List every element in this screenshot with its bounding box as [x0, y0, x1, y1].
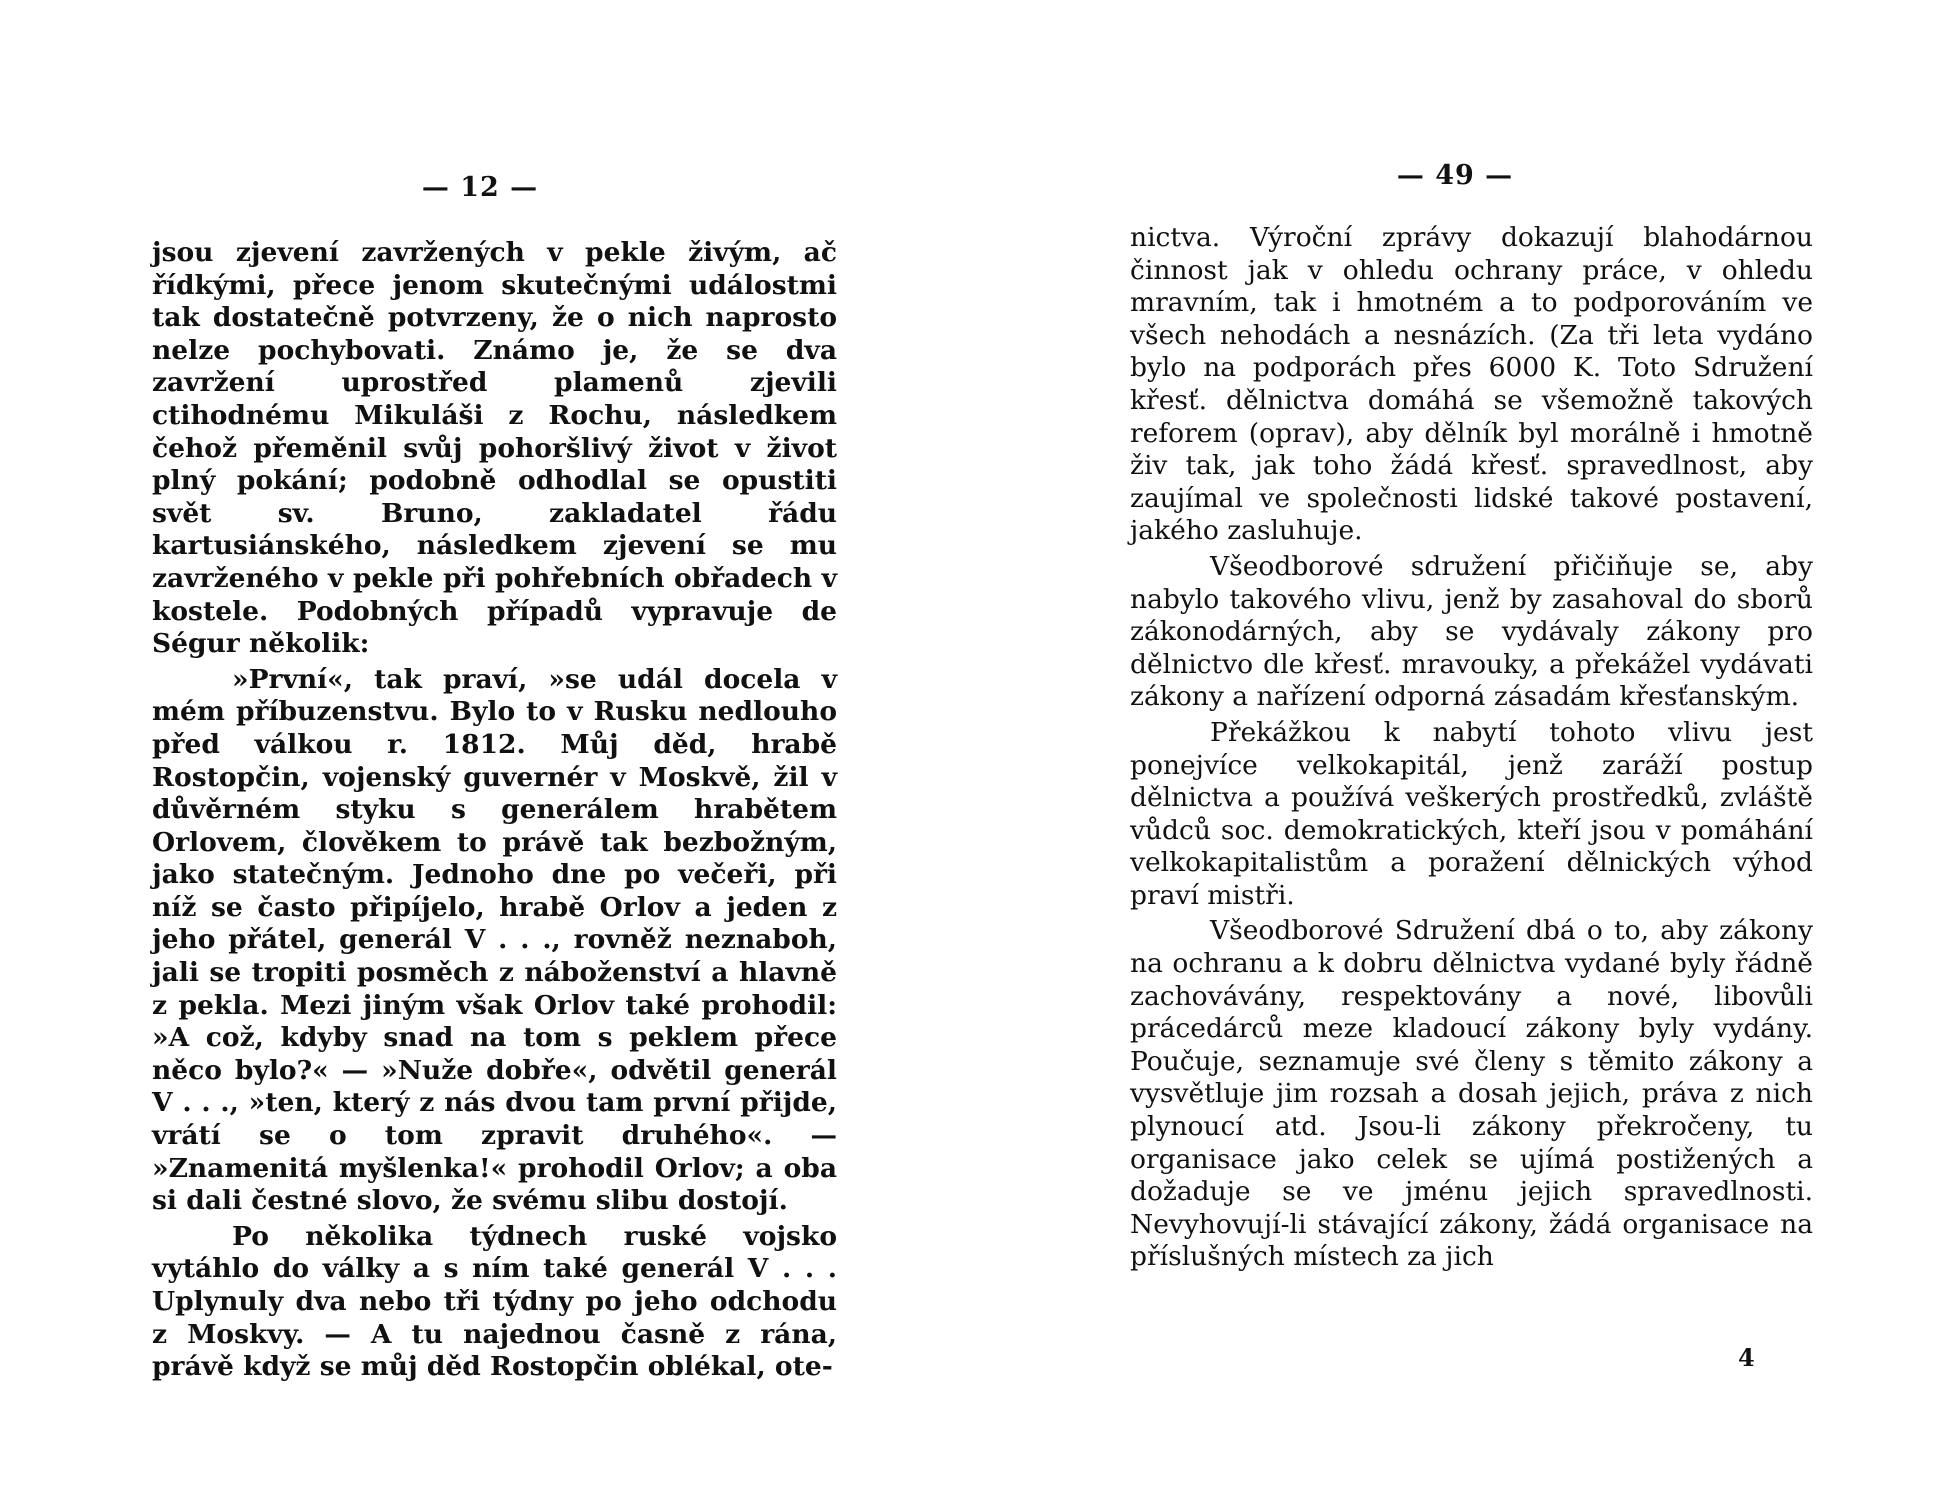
signature-mark: 4 — [1738, 1343, 1755, 1372]
left-page-number: — 12 — — [421, 172, 539, 203]
left-page-text — [152, 237, 837, 1384]
left-paragraph-3: Po několika týdnech ruské vojsko vytáhlo do války a s ním také generál V . . . Uplynuly dva nebo tři týdny po jeho odchodu z Moskvy. — A tu najednou časně z rána, právě když se můj děd Rostopčin oblékal, ote- — [152, 1220, 837, 1383]
right-page — [975, 0, 1950, 1500]
right-paragraph-4: Všeodborové Sdružení dbá o to, aby zákony na ochranu a k dobru dělnictva vydané byly řádně zachovávány, respektovány a nové, libovůli prácedárců meze kladoucí zákony byly vydány. Poučuje, seznamuje své členy s těmito zákony a vysvětluje jim rozsah a dosah jejich, práva z nich plynoucí atd. Jsou-li zákony překročeny, tu organisace jako celek se ujímá postižených a dožaduje se ve jménu jejich spravedlnosti. Nevyhovují-li stávající zákony, žádá organisace na příslušných místech za jich — [1130, 915, 1813, 1273]
right-paragraph-2: Všeodborové sdružení přičiňuje se, aby nabylo takového vlivu, jenž by zasahoval do sborů zákonodárných, aby se vydávaly zákony pro dělnictvo dle křesť. mravouky, a překážel vydávati zákony a nařízení odporná zásadám křesťanským. — [1130, 550, 1813, 713]
right-paragraph-1: nictva. Výroční zprávy dokazují blahodárnou činnost jak v ohledu ochrany práce, v ohledu mravním, tak i hmotném a to podporováním ve všech nehodách a nesnázích. (Za tři leta vydáno bylo na podporách přes 6000 K. Toto Sdružení křesť. dělnictva domáhá se všemožně takových reforem (oprav), aby dělník byl morálně i hmotně živ tak, jak toho žádá křesť. spravedlnost, aby zaujímal ve společnosti lidské takové postavení, jakého zasluhuje. — [1130, 222, 1813, 547]
right-page-number: — 49 — — [1396, 160, 1514, 191]
right-page-text — [1130, 222, 1813, 1274]
right-paragraph-3: Překážkou k nabytí tohoto vlivu jest ponejvíce velkokapitál, jenž zaráží postup dělnictva a používá veškerých prostředků, zvláště vůdců soc. demokratických, kteří jsou v pomáhání velkokapitalistům a poražení dělnických výhod praví mistři. — [1130, 716, 1813, 911]
left-paragraph-1: jsou zjevení zavržených v pekle živým, ač řídkými, přece jenom skutečnými událostmi tak dostatečně potvrzeny, že o nich naprosto nelze pochybovati. Známo je, že se dva zavržení uprostřed plamenů zjevili ctihodnému Mikuláši z Rochu, následkem čehož přeměnil svůj pohoršlivý život v život plný pokání; podobně odhodlal se opustiti svět sv. Bruno, zakladatel řádu kartusiánského, následkem zjevení se mu zavrženého v pekle při pohřebních obřadech v kostele. Podobných případů vypravuje de Ségur několik: — [152, 237, 837, 660]
left-paragraph-2: »První«, tak praví, »se udál docela v mém příbuzenstvu. Bylo to v Rusku nedlouho před válkou r. 1812. Můj děd, hrabě Rostopčin, vojenský guvernér v Moskvě, žil v důvěrném styku s generálem hrabětem Orlovem, člověkem to právě tak bezbožným, jako statečným. Jednoho dne po večeři, při níž se často připíjelo, hrabě Orlov a jeden z jeho přátel, generál V . . ., rovněž neznaboh, jali se tropiti posměch z náboženství a hlavně z pekla. Mezi jiným však Orlov také prohodil: »A což, kdyby snad na tom s peklem přece něco bylo?« — »Nuže dobře«, odvětil generál V . . ., »ten, který z nás dvou tam první přijde, vrátí se o tom zpravit druhého«. — »Znamenitá myšlenka!« prohodil Orlov; a oba si dali čestné slovo, že svému slibu dostojí. — [152, 663, 837, 1217]
